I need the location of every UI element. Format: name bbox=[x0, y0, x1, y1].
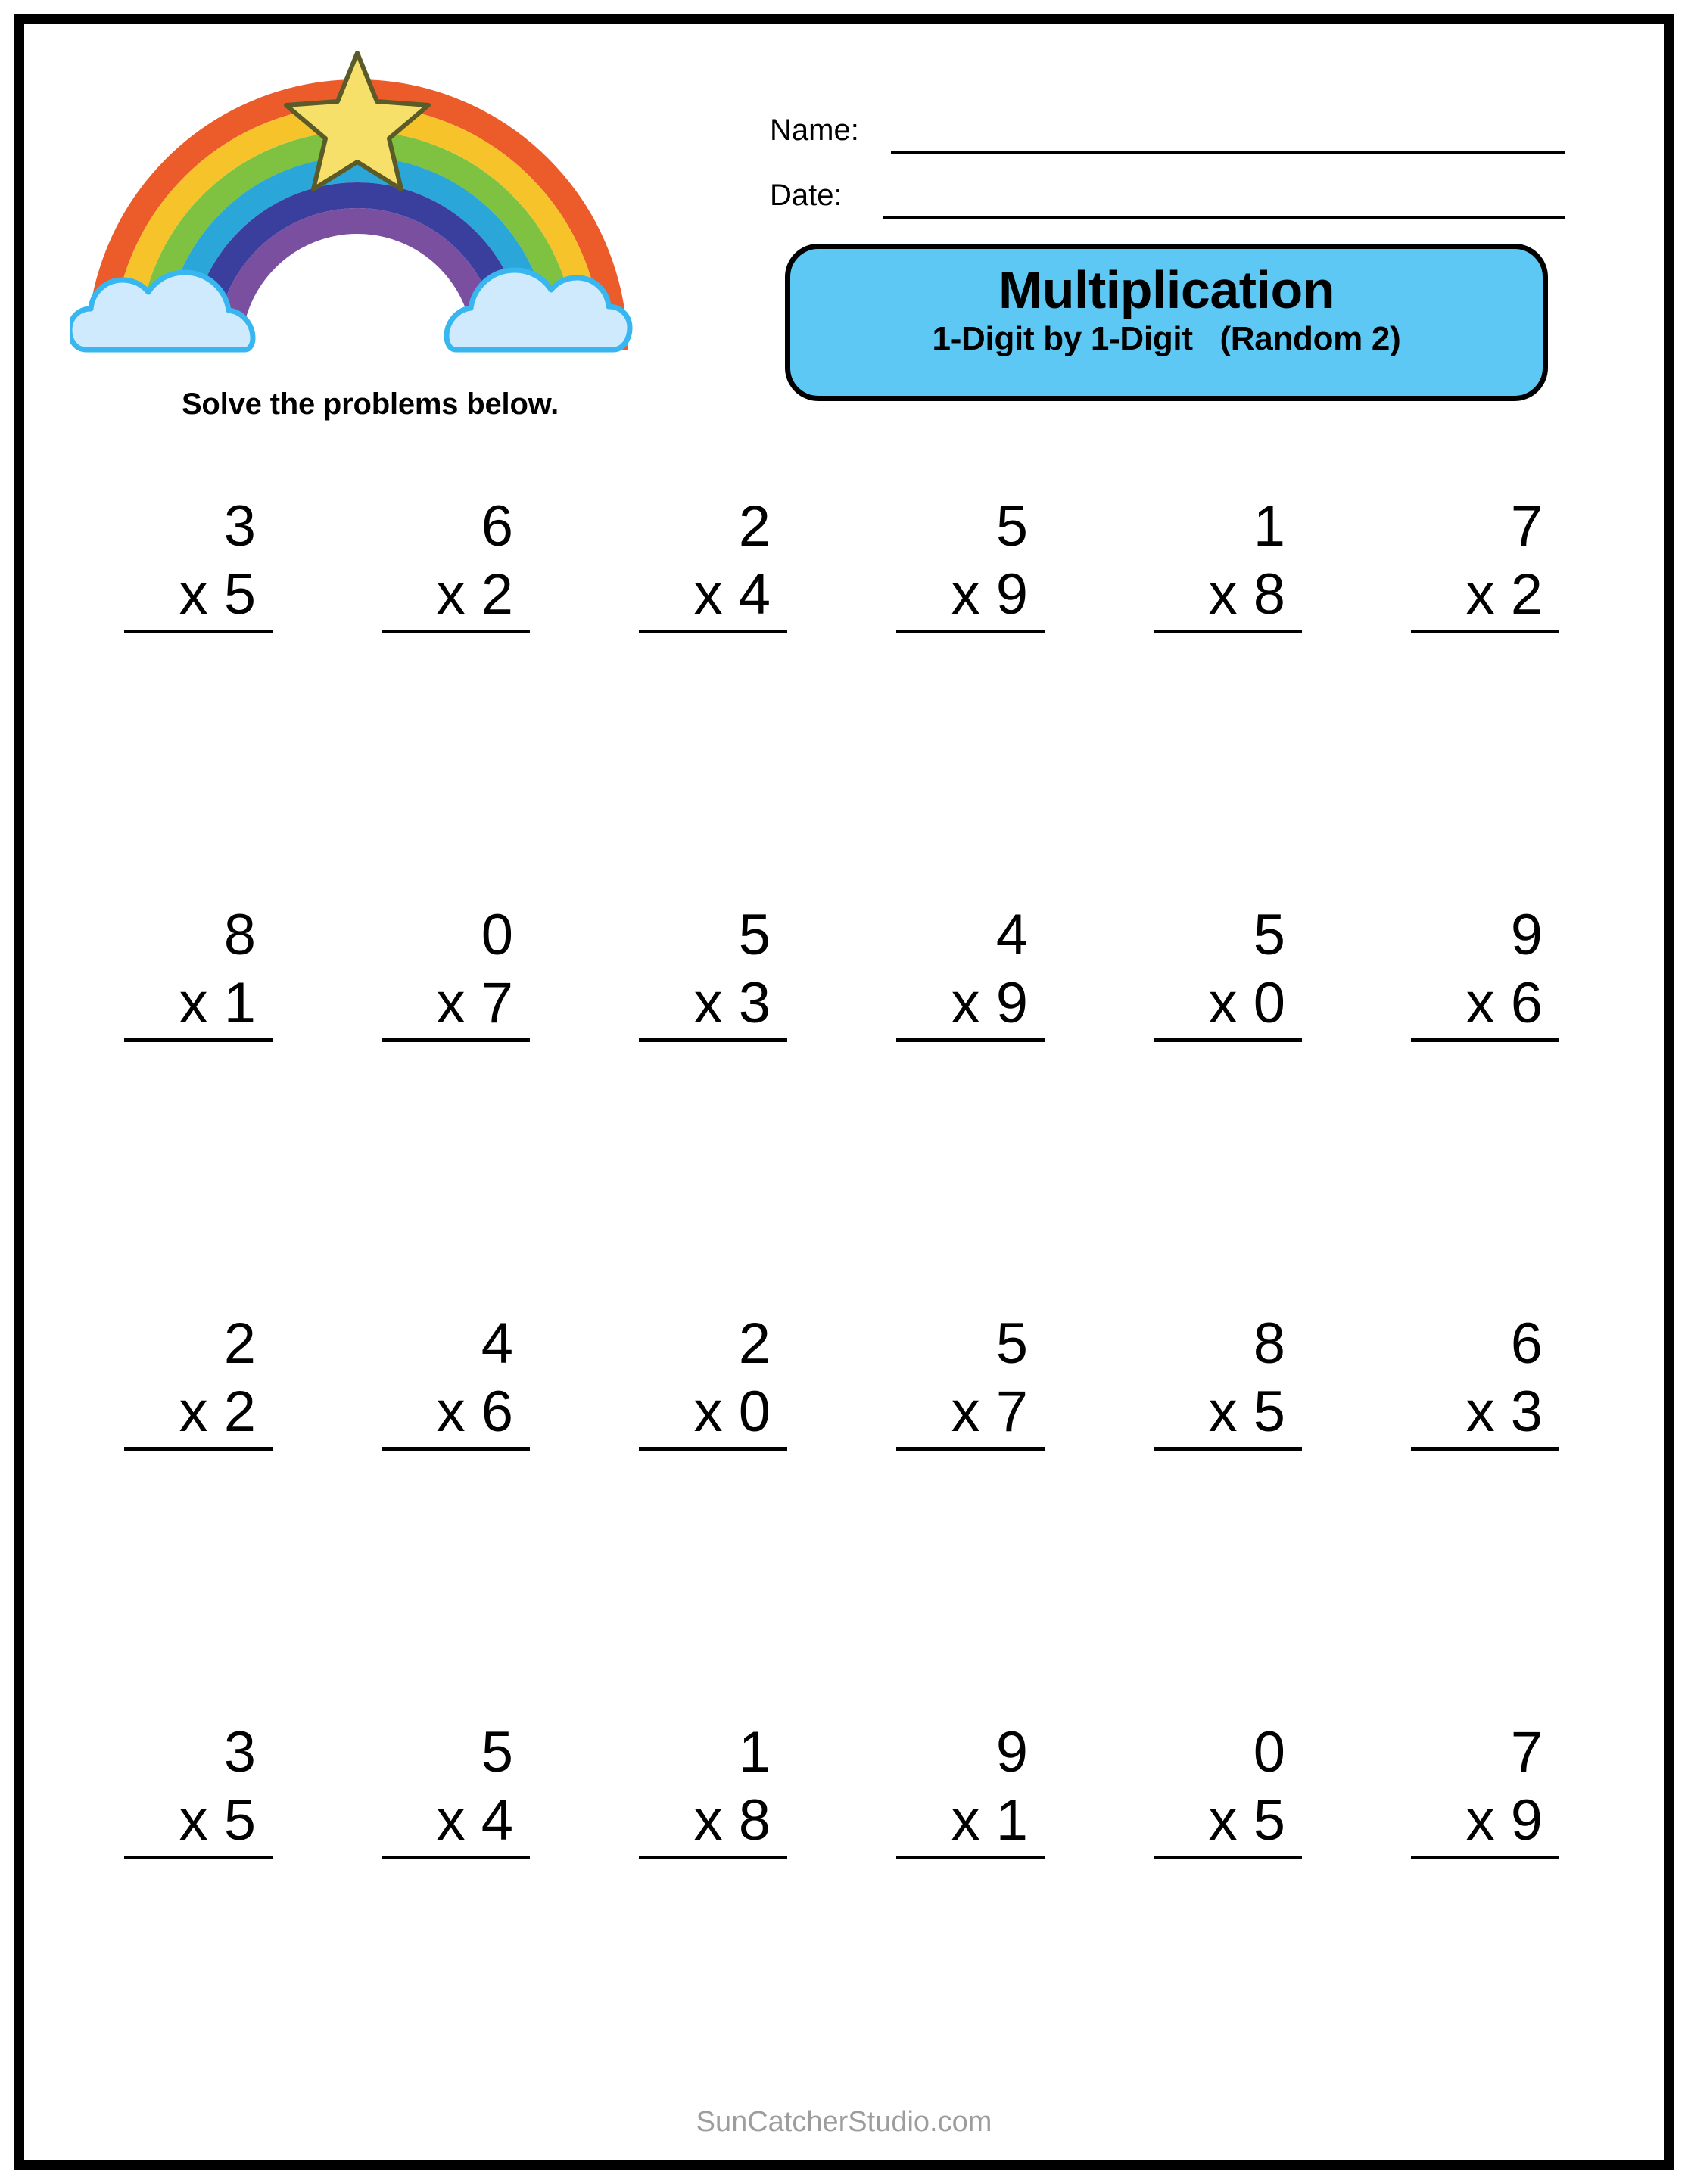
page-subtitle: 1-Digit by 1-Digit (Random 2) bbox=[932, 319, 1401, 357]
problem-cell bbox=[327, 1311, 584, 1719]
problem-stack bbox=[382, 493, 530, 633]
problem-cell bbox=[842, 1719, 1099, 2128]
problem-cell bbox=[70, 1311, 327, 1719]
problem-operand-bottom: x 9 bbox=[1411, 1786, 1559, 1859]
problem-cell bbox=[1099, 1311, 1356, 1719]
instruction-text: Solve the problems below. bbox=[181, 387, 559, 421]
problem-stack bbox=[639, 902, 787, 1042]
problem-operand-top: 5 bbox=[1253, 903, 1285, 967]
problem-stack bbox=[1154, 1311, 1302, 1451]
problem-row bbox=[70, 902, 1614, 1311]
problem-operand-top: 8 bbox=[1253, 1311, 1285, 1376]
problem-operand-bottom: x 8 bbox=[639, 1786, 787, 1859]
problem-operand-top: 7 bbox=[1510, 1720, 1543, 1784]
title-banner bbox=[785, 244, 1548, 401]
problem-operand-top: 2 bbox=[223, 1311, 256, 1376]
page-content bbox=[24, 24, 1664, 2160]
problem-cell bbox=[842, 902, 1099, 1311]
problem-operand-top: 8 bbox=[223, 903, 256, 967]
problem-operand-top: 2 bbox=[738, 494, 771, 558]
problem-operand-top: 5 bbox=[995, 494, 1028, 558]
page-title: Multiplication bbox=[998, 260, 1335, 319]
problem-stack bbox=[1411, 902, 1559, 1042]
problem-stack bbox=[896, 493, 1045, 633]
problem-operand-bottom: x 0 bbox=[639, 1377, 787, 1451]
problem-operand-top: 7 bbox=[1510, 494, 1543, 558]
problem-stack bbox=[896, 1719, 1045, 1859]
problem-operand-bottom: x 3 bbox=[1411, 1377, 1559, 1451]
worksheet-header bbox=[24, 24, 1664, 448]
problem-operand-bottom: x 5 bbox=[124, 1786, 273, 1859]
problem-operand-top: 5 bbox=[738, 903, 771, 967]
problem-cell bbox=[842, 1311, 1099, 1719]
problem-cell bbox=[584, 493, 842, 902]
problem-cell bbox=[584, 1719, 842, 2128]
problem-operand-bottom: x 2 bbox=[382, 560, 530, 633]
problem-row bbox=[70, 1311, 1614, 1719]
problem-operand-bottom: x 4 bbox=[639, 560, 787, 633]
name-input-line[interactable] bbox=[891, 151, 1565, 154]
problem-cell bbox=[327, 1719, 584, 2128]
date-label: Date: bbox=[770, 179, 842, 212]
problem-row bbox=[70, 1719, 1614, 2128]
problem-cell bbox=[1356, 1311, 1614, 1719]
problem-cell bbox=[70, 1719, 327, 2128]
problem-operand-top: 5 bbox=[995, 1311, 1028, 1376]
problem-operand-top: 9 bbox=[1510, 903, 1543, 967]
problem-operand-bottom: x 1 bbox=[124, 969, 273, 1042]
problem-stack bbox=[1411, 1311, 1559, 1451]
problem-stack bbox=[639, 1719, 787, 1859]
problem-operand-bottom: x 2 bbox=[124, 1377, 273, 1451]
problem-operand-bottom: x 5 bbox=[124, 560, 273, 633]
rainbow-with-star-icon bbox=[70, 47, 645, 403]
problem-operand-bottom: x 5 bbox=[1154, 1786, 1302, 1859]
problem-operand-top: 1 bbox=[738, 1720, 771, 1784]
problem-operand-top: 6 bbox=[1510, 1311, 1543, 1376]
problem-operand-top: 3 bbox=[223, 494, 256, 558]
problem-operand-bottom: x 0 bbox=[1154, 969, 1302, 1042]
problem-row bbox=[70, 493, 1614, 902]
problem-operand-bottom: x 6 bbox=[382, 1377, 530, 1451]
problem-stack bbox=[1411, 493, 1559, 633]
problem-cell bbox=[1356, 902, 1614, 1311]
footer-credit: SunCatcherStudio.com bbox=[696, 2106, 992, 2138]
problem-stack bbox=[639, 493, 787, 633]
problem-operand-top: 0 bbox=[1253, 1720, 1285, 1784]
problem-stack bbox=[124, 1311, 273, 1451]
problem-cell bbox=[1099, 902, 1356, 1311]
problem-stack bbox=[896, 1311, 1045, 1451]
problem-stack bbox=[124, 902, 273, 1042]
problem-operand-bottom: x 4 bbox=[382, 1786, 530, 1859]
problem-cell bbox=[1356, 1719, 1614, 2128]
problem-stack bbox=[382, 902, 530, 1042]
problem-stack bbox=[1154, 902, 1302, 1042]
name-field-row bbox=[770, 107, 1565, 173]
problem-operand-bottom: x 5 bbox=[1154, 1377, 1302, 1451]
problem-stack bbox=[382, 1719, 530, 1859]
problems-grid bbox=[70, 493, 1614, 2128]
problem-cell bbox=[327, 902, 584, 1311]
problem-cell bbox=[1356, 493, 1614, 902]
problem-stack bbox=[896, 902, 1045, 1042]
problem-operand-bottom: x 2 bbox=[1411, 560, 1559, 633]
problem-cell bbox=[327, 493, 584, 902]
problem-stack bbox=[1154, 493, 1302, 633]
problem-operand-bottom: x 9 bbox=[896, 560, 1045, 633]
problem-stack bbox=[639, 1311, 787, 1451]
problem-operand-bottom: x 8 bbox=[1154, 560, 1302, 633]
problem-stack bbox=[124, 1719, 273, 1859]
problem-operand-bottom: x 7 bbox=[896, 1377, 1045, 1451]
problem-stack bbox=[1411, 1719, 1559, 1859]
problem-stack bbox=[382, 1311, 530, 1451]
problem-operand-bottom: x 3 bbox=[639, 969, 787, 1042]
name-date-block bbox=[770, 107, 1565, 238]
name-label: Name: bbox=[770, 114, 859, 147]
problem-operand-top: 4 bbox=[995, 903, 1028, 967]
problem-stack bbox=[124, 493, 273, 633]
problem-operand-top: 0 bbox=[481, 903, 513, 967]
problem-operand-bottom: x 7 bbox=[382, 969, 530, 1042]
problem-stack bbox=[1154, 1719, 1302, 1859]
problem-cell bbox=[842, 493, 1099, 902]
problem-operand-bottom: x 1 bbox=[896, 1786, 1045, 1859]
problem-operand-top: 4 bbox=[481, 1311, 513, 1376]
problem-cell bbox=[584, 1311, 842, 1719]
problem-cell bbox=[1099, 493, 1356, 902]
problem-cell bbox=[70, 493, 327, 902]
problem-cell bbox=[584, 902, 842, 1311]
problem-cell bbox=[1099, 1719, 1356, 2128]
problem-operand-top: 6 bbox=[481, 494, 513, 558]
problem-operand-bottom: x 9 bbox=[896, 969, 1045, 1042]
problem-cell bbox=[70, 902, 327, 1311]
problem-operand-top: 3 bbox=[223, 1720, 256, 1784]
date-input-line[interactable] bbox=[883, 216, 1565, 219]
problem-operand-top: 2 bbox=[738, 1311, 771, 1376]
problem-operand-top: 9 bbox=[995, 1720, 1028, 1784]
date-field-row bbox=[770, 173, 1565, 238]
problem-operand-bottom: x 6 bbox=[1411, 969, 1559, 1042]
problem-operand-top: 5 bbox=[481, 1720, 513, 1784]
problem-operand-top: 1 bbox=[1253, 494, 1285, 558]
